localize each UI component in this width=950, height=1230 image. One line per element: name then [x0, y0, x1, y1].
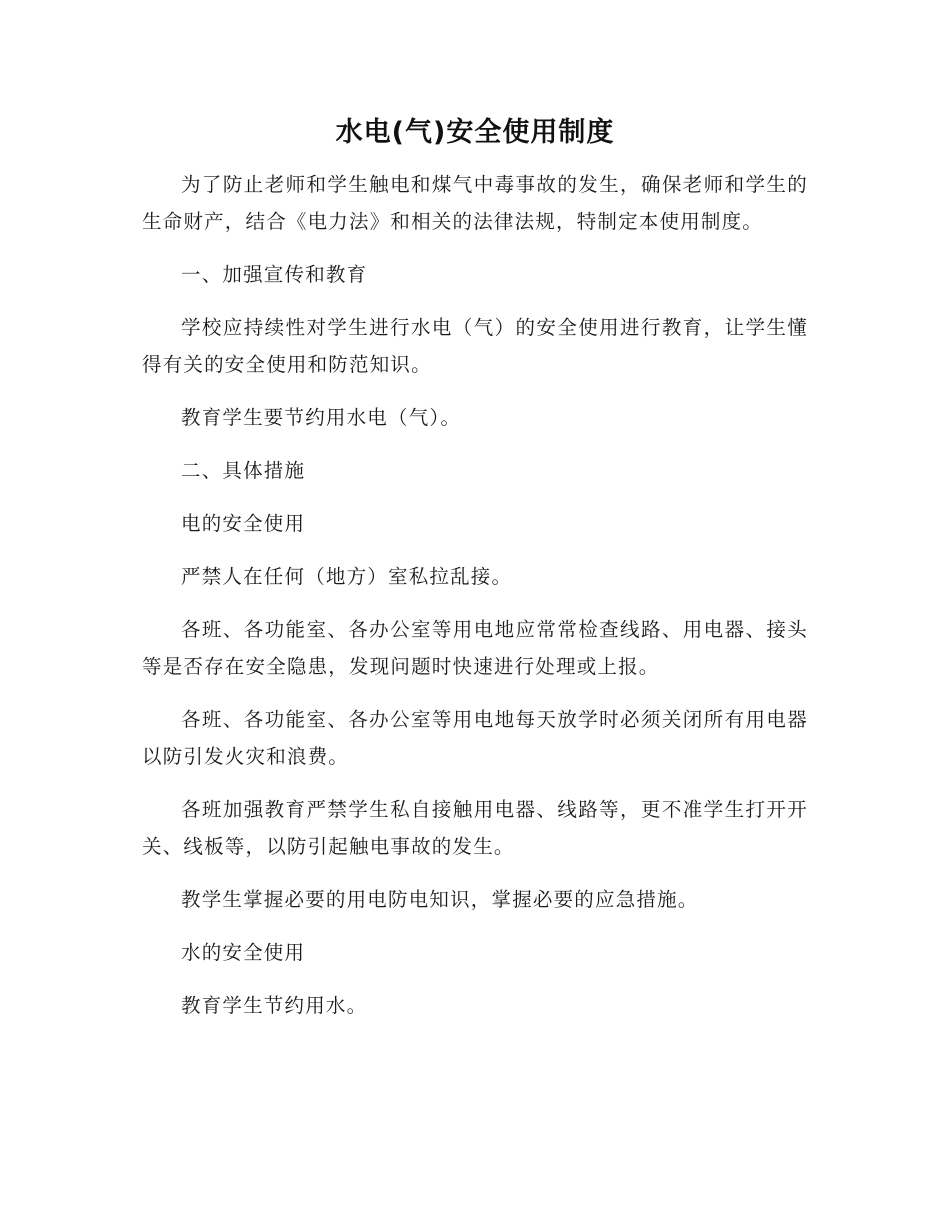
section-heading-measures: 二、具体措施 [181, 459, 306, 482]
section-heading-publicity: 一、加强宣传和教育 [181, 263, 368, 286]
paragraph-power-off: 各班、各功能室、各办公室等用电地每天放学时必须关闭所有用电器以防引发火灾和浪费。 [142, 708, 808, 768]
paragraph-emergency-knowledge: 教学生掌握必要的用电防电知识，掌握必要的应急措施。 [181, 888, 699, 911]
paragraph-intro: 为了防止老师和学生触电和煤气中毒事故的发生，确保老师和学生的生命财产，结合《电力法》和相关的法律法规，特制定本使用制度。 [142, 173, 808, 233]
subheading-water: 水的安全使用 [181, 941, 306, 964]
paragraph-save-water: 教育学生节约用水。 [181, 994, 368, 1017]
subheading-electricity: 电的安全使用 [181, 512, 306, 535]
paragraph-no-touching: 各班加强教育严禁学生私自接触用电器、线路等，更不准学生打开开关、线板等，以防引起触电事故的发生。 [142, 798, 808, 858]
paragraph-education: 学校应持续性对学生进行水电（气）的安全使用进行教育，让学生懂得有关的安全使用和防范知识。 [142, 316, 808, 376]
document-body [142, 112, 808, 1040]
document-title: 水电(气)安全使用制度 [335, 117, 615, 148]
paragraph-conserve: 教育学生要节约用水电（气）。 [181, 406, 462, 429]
paragraph-no-private-wiring: 严禁人在任何（地方）室私拉乱接。 [181, 565, 513, 588]
paragraph-inspect-lines: 各班、各功能室、各办公室等用电地应常常检查线路、用电器、接头等是否存在安全隐患，发现问题时快速进行处理或上报。 [142, 618, 808, 678]
